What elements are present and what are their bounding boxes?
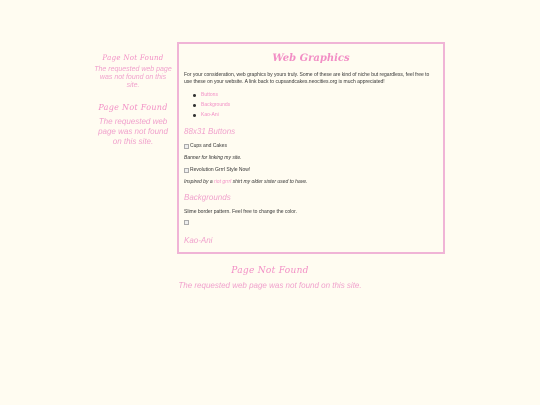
not-found-title: Page Not Found: [231, 266, 309, 276]
not-found-text: The requested web page was not found on this site.: [178, 281, 362, 290]
sidebar-not-found-title: Page Not Found: [102, 54, 164, 62]
caption-text: Inspired by a: [184, 179, 215, 185]
nav-item-backgrounds: [193, 100, 230, 110]
broken-image-icon: [184, 144, 189, 149]
page-not-found-footer: [177, 266, 363, 291]
section-nav: [193, 90, 230, 120]
image-alt-text: Cups and Cakes: [190, 143, 227, 149]
nav-link-backgrounds[interactable]: Backgrounds: [201, 102, 231, 108]
banner-caption: Banner for linking my site.: [184, 155, 242, 161]
riot-grrrl-link[interactable]: riot grrrl: [214, 179, 232, 185]
nav-link-kaoani[interactable]: Kao-Ani: [201, 112, 219, 118]
riot-grrrl-caption: [184, 179, 307, 185]
sidebar-not-found-text: The requested web page was not found on this site.: [98, 117, 168, 146]
broken-image-icon: [184, 220, 189, 225]
kaoani-heading: Kao-Ani: [184, 236, 213, 245]
sidebar-not-found-text: The requested web page was not found on this site.: [94, 66, 172, 89]
backgrounds-text: Slime border pattern. Feel free to change the color.: [184, 209, 297, 215]
cups-and-cakes-button-image[interactable]: [184, 143, 227, 149]
slime-border-image[interactable]: [184, 220, 189, 225]
nav-link-buttons[interactable]: Buttons: [201, 92, 218, 98]
broken-image-icon: [184, 168, 189, 173]
sidebar-not-found-block: [94, 54, 172, 90]
nav-item-kaoani: [193, 110, 230, 120]
page-title: Web Graphics: [272, 53, 350, 64]
revolution-grrrl-button-image[interactable]: [184, 167, 250, 173]
backgrounds-heading: Backgrounds: [184, 193, 231, 202]
buttons-heading: 88x31 Buttons: [184, 127, 236, 136]
image-alt-text: Revolution Grrrl Style Now!: [190, 167, 251, 173]
caption-text: shirt my older sister used to have.: [231, 179, 308, 185]
sidebar-not-found-title: Page Not Found: [98, 103, 168, 112]
web-graphics-panel: [177, 42, 445, 254]
sidebar-not-found-block: [94, 103, 172, 147]
intro-text: For your consideration, web graphics by yours truly. Some of these are kind of niche but regardless, feel free to use these on your website. A link back to cupsandcakes.neocities.org is much appreciated!: [184, 72, 430, 85]
nav-item-buttons: [193, 90, 230, 100]
